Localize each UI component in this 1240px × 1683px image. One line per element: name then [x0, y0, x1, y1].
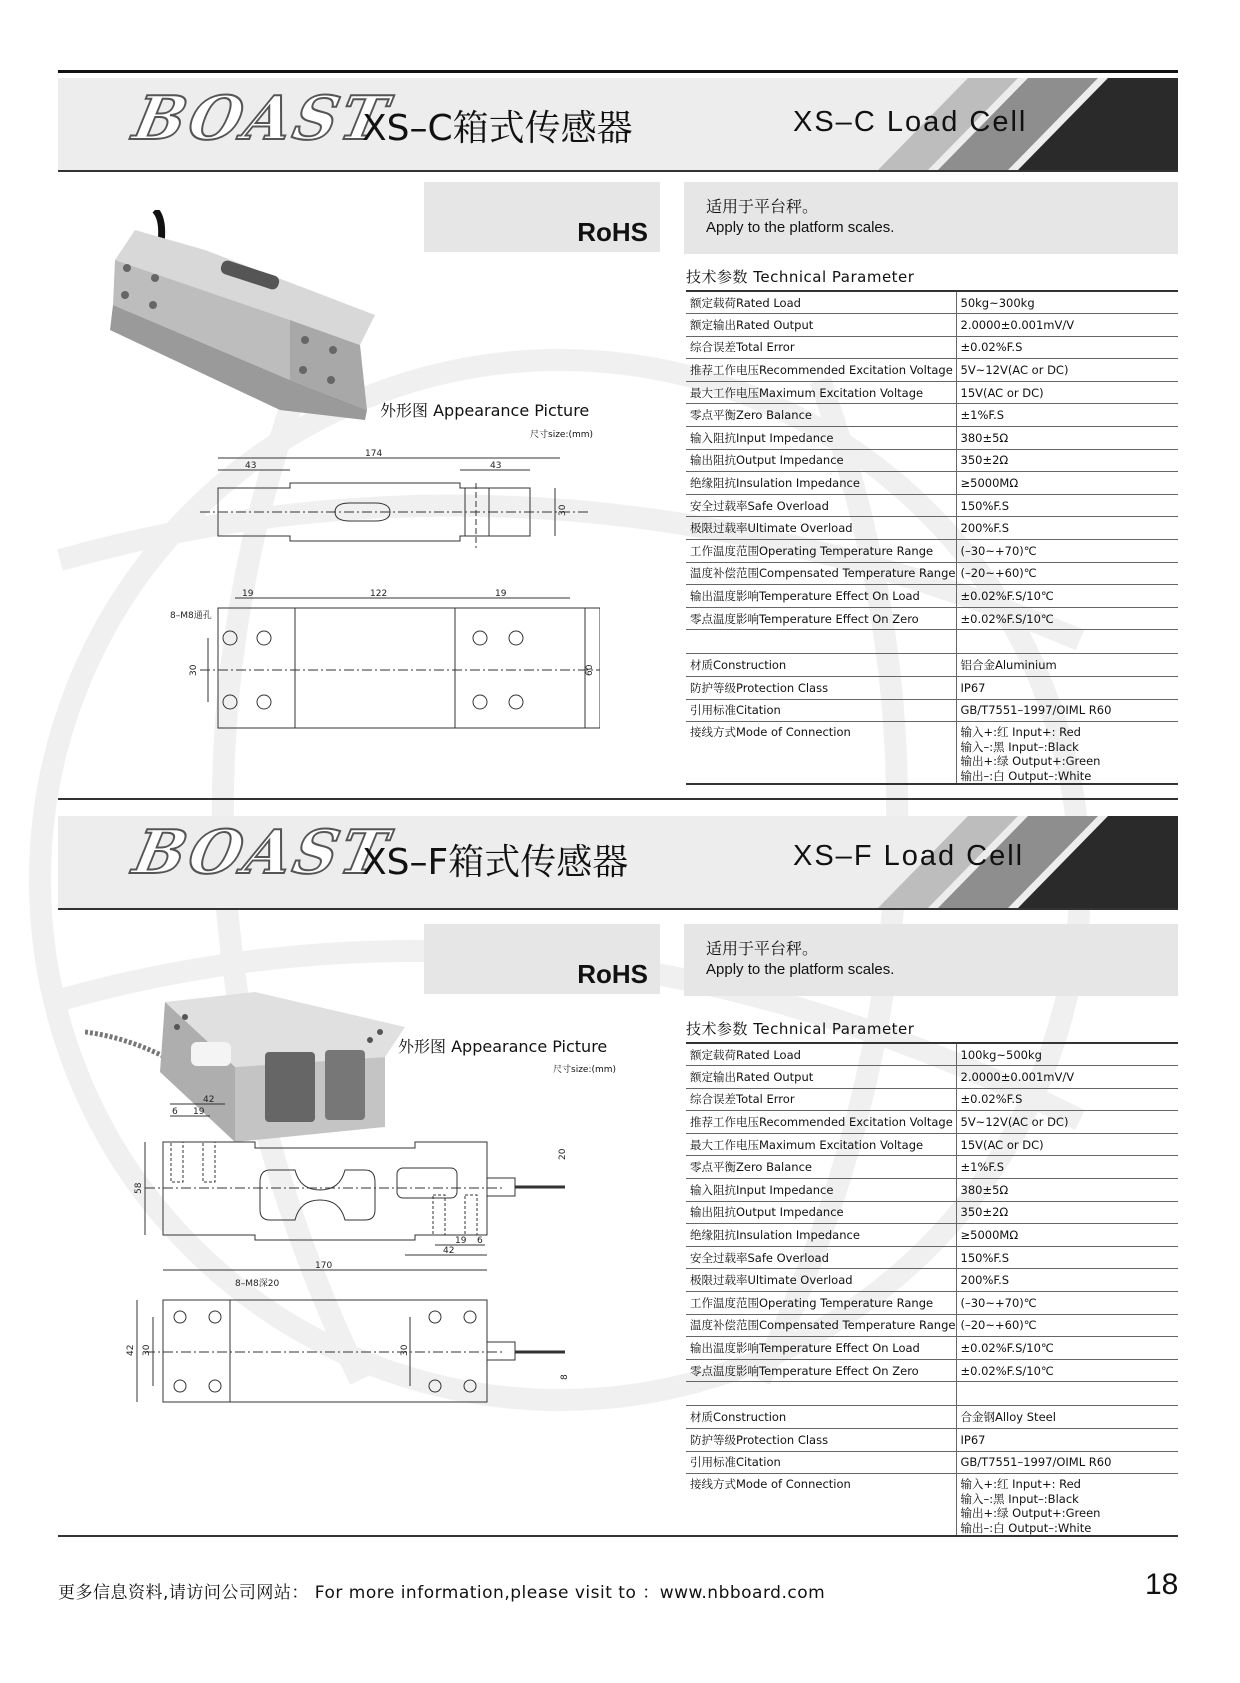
param-value: 2.0000±0.001mV/V — [956, 1066, 1178, 1089]
connection-line: 输出+:绿 Output+:Green — [960, 754, 1101, 769]
param-value: 5V~12V(AC or DC) — [956, 1111, 1178, 1134]
param-label: 引用标准Citation — [686, 699, 956, 722]
dim-h3: 30 — [400, 1344, 410, 1356]
dim-right-height: 20 — [558, 1148, 568, 1160]
param-row — [686, 1269, 1178, 1292]
param-value: 铝合金Aluminium — [956, 654, 1178, 677]
param-label: 绝缘阻抗Insulation Impedance — [686, 472, 956, 495]
param-label: 材质Construction — [686, 1406, 956, 1429]
connection-line: 输入–:黑 Input–:Black — [960, 1491, 1079, 1506]
param-row — [686, 1043, 1178, 1066]
size-note: 尺寸size:(mm) — [553, 1065, 617, 1075]
param-label: 引用标准Citation — [686, 1451, 956, 1474]
param-value — [956, 630, 1178, 654]
param-label: 额定输出Rated Output — [686, 1066, 956, 1089]
param-row — [686, 1111, 1178, 1134]
param-row — [686, 314, 1178, 337]
param-value — [956, 1474, 1178, 1537]
param-row — [686, 562, 1178, 585]
section-xs-c — [0, 70, 1240, 800]
param-value: ±0.02%F.S — [956, 336, 1178, 359]
param-value: ±0.02%F.S/10℃ — [956, 1337, 1178, 1360]
params-table — [686, 290, 1178, 785]
param-value: GB/T7551–1997/OIML R60 — [956, 699, 1178, 722]
dimension-drawing — [125, 1090, 595, 1410]
param-row — [686, 607, 1178, 630]
param-row — [686, 404, 1178, 427]
param-row — [686, 449, 1178, 472]
application-box — [684, 182, 1178, 254]
param-value: 380±5Ω — [956, 427, 1178, 450]
connection-line: 输出–:白 Output–:White — [960, 1520, 1092, 1535]
application-cn: 适用于平台秤。 — [706, 197, 819, 216]
param-label: 零点温度影响Temperature Effect On Zero — [686, 607, 956, 630]
rohs-box — [424, 182, 660, 252]
param-value: 15V(AC or DC) — [956, 1133, 1178, 1156]
param-value: 150%F.S — [956, 1246, 1178, 1269]
param-label: 零点平衡Zero Balance — [686, 404, 956, 427]
param-label: 材质Construction — [686, 654, 956, 677]
param-row — [686, 472, 1178, 495]
param-value: IP67 — [956, 677, 1178, 700]
param-row — [686, 1156, 1178, 1179]
param-value: ≥5000MΩ — [956, 1224, 1178, 1247]
param-value: IP67 — [956, 1429, 1178, 1452]
param-value: ±0.02%F.S/10℃ — [956, 585, 1178, 608]
param-row — [686, 336, 1178, 359]
param-value: 100kg~500kg — [956, 1043, 1178, 1066]
param-value: 380±5Ω — [956, 1179, 1178, 1202]
param-label: 输入阻抗Input Impedance — [686, 1179, 956, 1202]
dim-top-length: 42 — [203, 1095, 215, 1105]
param-row — [686, 1201, 1178, 1224]
param-row — [686, 427, 1178, 450]
param-row — [686, 1382, 1178, 1406]
param-label: 额定载荷Rated Load — [686, 291, 956, 314]
param-value: ±0.02%F.S — [956, 1088, 1178, 1111]
param-row — [686, 1179, 1178, 1202]
dim-side-height: 30 — [189, 664, 199, 676]
param-value — [956, 1382, 1178, 1406]
dim-left-segment: 43 — [245, 461, 257, 471]
rohs-label: RoHS — [577, 217, 648, 247]
param-row — [686, 699, 1178, 722]
param-row — [686, 291, 1178, 314]
param-value: (–30~+70)℃ — [956, 540, 1178, 563]
param-value: ±0.02%F.S/10℃ — [956, 1359, 1178, 1382]
param-label — [686, 1382, 956, 1406]
param-label: 输出温度影响Temperature Effect On Load — [686, 1337, 956, 1360]
footer-rule — [58, 1535, 1178, 1537]
param-row — [686, 1451, 1178, 1474]
params-title: 技术参数 Technical Parameter — [686, 268, 915, 286]
param-label: 最大工作电压Maximum Excitation Voltage — [686, 381, 956, 404]
product-title-en: XS–C Load Cell — [793, 106, 1028, 138]
param-label: 防护等级Protection Class — [686, 677, 956, 700]
param-label: 温度补偿范围Compensated Temperature Range — [686, 1314, 956, 1337]
param-value: 150%F.S — [956, 494, 1178, 517]
appearance-caption: 外形图 Appearance Picture — [398, 1037, 608, 1056]
param-value: ±0.02%F.S/10℃ — [956, 607, 1178, 630]
rohs-box — [424, 924, 660, 994]
param-row — [686, 1224, 1178, 1247]
param-value — [956, 722, 1178, 785]
dim-bottom-left: 19 — [242, 589, 254, 599]
product-title-cn: XS–F箱式传感器 — [362, 842, 629, 883]
param-row — [686, 1246, 1178, 1269]
appearance-caption: 外形图 Appearance Picture — [380, 401, 590, 420]
param-value: 15V(AC or DC) — [956, 381, 1178, 404]
param-label: 额定输出Rated Output — [686, 314, 956, 337]
dim-height: 30 — [558, 504, 568, 516]
section-divider — [58, 798, 1178, 800]
param-label: 综合误差Total Error — [686, 336, 956, 359]
dim-holes: 8–M8通孔 — [170, 611, 212, 621]
application-en: Apply to the platform scales. — [706, 219, 895, 236]
param-label: 推荐工作电压Recommended Excitation Voltage — [686, 359, 956, 382]
param-value: (–30~+70)℃ — [956, 1292, 1178, 1315]
param-label: 综合误差Total Error — [686, 1088, 956, 1111]
param-value: 50kg~300kg — [956, 291, 1178, 314]
dim-right-segment: 43 — [490, 461, 502, 471]
param-value: GB/T7551–1997/OIML R60 — [956, 1451, 1178, 1474]
dim-bottom-right: 19 — [495, 589, 507, 599]
param-row — [686, 1088, 1178, 1111]
param-value: 2.0000±0.001mV/V — [956, 314, 1178, 337]
header-top-rule — [58, 70, 1178, 73]
param-row — [686, 517, 1178, 540]
param-label: 接线方式Mode of Connection — [686, 722, 956, 785]
product-title-en: XS–F Load Cell — [793, 840, 1025, 872]
header-bottom-rule — [58, 908, 1178, 910]
param-label: 输入阻抗Input Impedance — [686, 427, 956, 450]
param-label: 输出阻抗Output Impedance — [686, 449, 956, 472]
connection-line: 输出–:白 Output–:White — [960, 768, 1092, 783]
brand-logo: BOAST — [127, 818, 397, 888]
param-row — [686, 1292, 1178, 1315]
param-label: 极限过载率Ultimate Overload — [686, 517, 956, 540]
load-cell-photo — [105, 210, 395, 450]
dim-h4: 8 — [560, 1374, 570, 1380]
page-number: 18 — [1145, 1568, 1179, 1601]
param-row — [686, 1314, 1178, 1337]
param-value: 350±2Ω — [956, 1201, 1178, 1224]
param-row — [686, 381, 1178, 404]
params-title: 技术参数 Technical Parameter — [686, 1020, 915, 1038]
params-table — [686, 1042, 1178, 1537]
dim-top-length: 174 — [365, 449, 383, 459]
param-row — [686, 654, 1178, 677]
application-en: Apply to the platform scales. — [706, 961, 895, 978]
param-value: (–20~+60)℃ — [956, 562, 1178, 585]
header-bottom-rule — [58, 170, 1178, 172]
param-row — [686, 1429, 1178, 1452]
application-box — [684, 924, 1178, 996]
param-value: 5V~12V(AC or DC) — [956, 359, 1178, 382]
param-label: 工作温度范围Operating Temperature Range — [686, 1292, 956, 1315]
param-row — [686, 494, 1178, 517]
param-label: 温度补偿范围Compensated Temperature Range — [686, 562, 956, 585]
param-label: 额定载荷Rated Load — [686, 1043, 956, 1066]
connection-line: 输入+:红 Input+: Red — [960, 725, 1081, 740]
footer-text: 更多信息资料,请访问公司网站： For more information,please visit to ：www.nbboard.com — [58, 1583, 826, 1603]
param-value: ±1%F.S — [956, 1156, 1178, 1179]
param-row — [686, 630, 1178, 654]
param-row — [686, 1133, 1178, 1156]
param-row — [686, 540, 1178, 563]
dim-total-height: 60 — [585, 664, 595, 676]
connection-line: 输入–:黑 Input–:Black — [960, 739, 1079, 754]
param-label: 零点平衡Zero Balance — [686, 1156, 956, 1179]
dim-bottom-a: 6 — [477, 1236, 483, 1246]
dim-bottom-mid: 122 — [370, 589, 388, 599]
param-label: 安全过载率Safe Overload — [686, 1246, 956, 1269]
dim-holes: 8–M8深20 — [235, 1279, 280, 1289]
dim-b: 19 — [193, 1107, 205, 1117]
rohs-label: RoHS — [577, 959, 648, 989]
dim-height: 58 — [134, 1182, 144, 1194]
param-value: ±1%F.S — [956, 404, 1178, 427]
param-value: 200%F.S — [956, 1269, 1178, 1292]
param-value: 200%F.S — [956, 517, 1178, 540]
connection-line: 输出+:绿 Output+:Green — [960, 1506, 1101, 1521]
section-xs-f — [0, 802, 1240, 1562]
param-label — [686, 630, 956, 654]
param-label: 安全过载率Safe Overload — [686, 494, 956, 517]
connection-line: 输入+:红 Input+: Red — [960, 1477, 1081, 1492]
param-row — [686, 1359, 1178, 1382]
param-value: ≥5000MΩ — [956, 472, 1178, 495]
param-label: 极限过载率Ultimate Overload — [686, 1269, 956, 1292]
param-label: 工作温度范围Operating Temperature Range — [686, 540, 956, 563]
param-label: 推荐工作电压Recommended Excitation Voltage — [686, 1111, 956, 1134]
dimension-drawing — [160, 448, 600, 788]
param-value: 合金钢Alloy Steel — [956, 1406, 1178, 1429]
param-value: 350±2Ω — [956, 449, 1178, 472]
param-row — [686, 677, 1178, 700]
dim-h2: 30 — [142, 1344, 152, 1356]
param-label: 输出温度影响Temperature Effect On Load — [686, 585, 956, 608]
param-label: 输出阻抗Output Impedance — [686, 1201, 956, 1224]
dim-a: 6 — [172, 1107, 178, 1117]
param-row — [686, 1337, 1178, 1360]
size-note: 尺寸size:(mm) — [530, 430, 594, 440]
dim-bottom-b: 19 — [455, 1236, 467, 1246]
dim-total-length: 170 — [315, 1261, 333, 1271]
param-row — [686, 585, 1178, 608]
param-value: (–20~+60)℃ — [956, 1314, 1178, 1337]
param-row — [686, 1406, 1178, 1429]
param-label: 零点温度影响Temperature Effect On Zero — [686, 1359, 956, 1382]
param-label: 接线方式Mode of Connection — [686, 1474, 956, 1537]
param-row — [686, 1066, 1178, 1089]
dim-bottom-length: 42 — [443, 1246, 455, 1256]
brand-logo: BOAST — [127, 84, 397, 154]
dim-h1: 42 — [126, 1344, 136, 1356]
param-label: 防护等级Protection Class — [686, 1429, 956, 1452]
product-title-cn: XS–C箱式传感器 — [362, 108, 633, 149]
application-cn: 适用于平台秤。 — [706, 939, 819, 958]
param-row — [686, 359, 1178, 382]
param-row — [686, 1474, 1178, 1537]
param-label: 绝缘阻抗Insulation Impedance — [686, 1224, 956, 1247]
param-label: 最大工作电压Maximum Excitation Voltage — [686, 1133, 956, 1156]
param-row — [686, 722, 1178, 785]
